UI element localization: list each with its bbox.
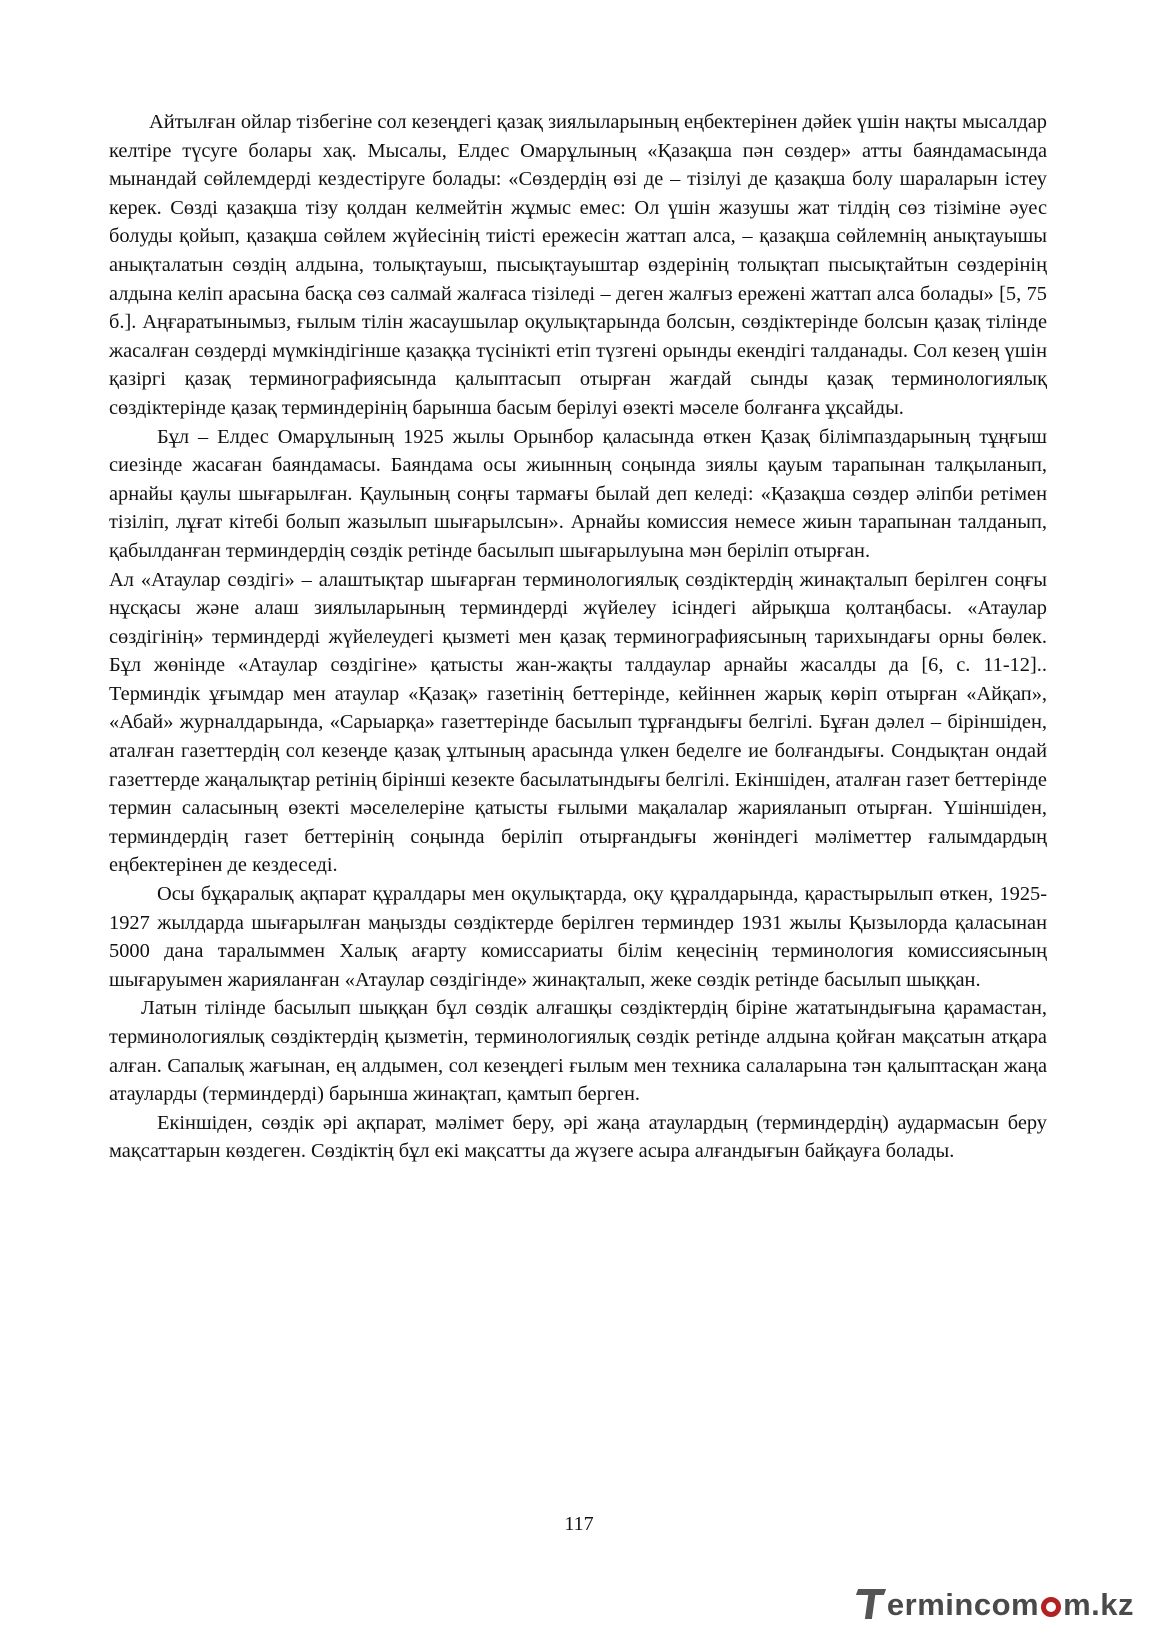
page-number: 117 <box>564 1513 594 1535</box>
watermark-text-left: ermincom <box>886 1587 1040 1622</box>
paragraph-3: Ал «Атаулар сөздігі» – алаштықтар шығарған терминологиялық сөздіктердің жинақталып берілген соңғы нұсқасы және алаш зиялыларының терминдерді жүйелеу ісіндегі айрықша қолтаңбасы. «Атаулар сөздігінің» терминдерді жүйелеудегі қызметі мен қазақ терминографиясының тарихындағы орны бөлек. Бұл жөнінде «Атаулар сөздігіне» қатысты жан-жақты талдаулар арнайы жасалды да [6, с. 11-12].. Терминдік ұғымдар мен атаулар «Қазақ» газетінің беттерінде, кейіннен жарық көріп отырған «Айқап», «Абай» журналдарында, «Сарыарқа» газеттерінде басылып тұрғандығы белгілі. Бұған дәлел – біріншіден, аталған газеттердің сол кезеңде қазақ ұлтының арасында үлкен беделге ие болғандығы. Сондықтан ондай газеттерде жаңалықтар ретінің бірінші кезекте басылатындығы белгілі. Екіншіден, аталған газет беттерінде термин саласының өзекті мәселелеріне қатысты ғылыми мақалалар жарияланып отырған. Үшіншіден, терминдердің газет беттерінің соңында беріліп отырғандығы жөніндегі мәліметтер ғалымдардың еңбектерінен де кездеседі. <box>109 568 1047 877</box>
termincom-watermark <box>857 1585 1134 1625</box>
paragraph-1: Айтылған ойлар тізбегіне сол кезеңдегі қазақ зиялыларының еңбектерінен дәйек үшін нақты мысалдар келтіре түсуге болары хақ. Мысалы, Елдес Омарұлының «Қазақша пән сөздер» атты баяндамасында мынандай сөйлемдерді кездестіруге болады: «Сөздердің өзі де – тізілуі де қазақша болу шараларын істеу керек. Сөзді қазақша тізу қолдан келмейтін жұмыс емес: Ол үшін жазушы жат тілдің сөз тізіміне әуес болуды қойып, қазақша сөйлем жүйесінің тиісті ережесін жаттап алса, – қазақша сөйлемнің анықтауышы анықталатын сөздің алдына, толықтауыш, пысықтауыштар өздерінің толықтап пысықтайтын сөздерінің алдына келіп арасына басқа сөз салмай жалғаса тізіледі – деген жалғыз ережені жаттап алса болады» [5, 75 б.]. Аңғаратынымыз, ғылым тілін жасаушылар оқулықтарында болсын, сөздіктерінде болсын қазақ тілінде жасалған сөздерді мүмкіндігінше қазаққа түсінікті етіп түзгені орынды екендігі талданады. Сол кезең үшін қазіргі қазақ терминографиясында қалыптасып отырған жағдай сынды қазақ терминологиялық сөздіктерінде қазақ терминдерінің барынша басым берілуі өзекті мәселе болғанға ұқсайды. <box>109 111 1047 419</box>
logo-ring-icon <box>1041 1597 1061 1617</box>
watermark-text-right: m.kz <box>1063 1587 1134 1622</box>
paragraph-2: Бұл – Елдес Омарұлының 1925 жылы Орынбор қаласында өткен Қазақ білімпаздарының тұңғыш сиезінде жасаған баяндамасы. Баяндама осы жиынның соңында зиялы қауым тарапынан талқыланып, арнайы қаулы шығарылған. Қаулының соңғы тармағы былай деп келеді: «Қазақша сөздер әліпби ретімен тізіліп, лұғат кітебі болып жазылып шығарылсын». Арнайы комиссия немесе жиын тарапынан талданып, қабылданған терминдердің сөздік ретінде басылып шығарылуына мән беріліп отырған. <box>109 425 1047 562</box>
paragraph-5: Латын тілінде басылып шыққан бұл сөздік алғашқы сөздіктердің біріне жататындығына қарамастан, терминологиялық сөздіктердің қызметін, терминологиялық сөздік ретінде алдына қойған мақсатын атқара алған. Сапалық жағынан, ең алдымен, сол кезеңдегі ғылым мен техника салаларына тән қалыптасқан жаңа атауларды (терминдерді) барынша жинақтап, қамтып берген. <box>109 997 1047 1106</box>
paragraph-4: Осы бұқаралық ақпарат құралдары мен оқулықтарда, оқу құралдарында, қарастырылып өткен, 1925-1927 жылдарда шығарылған маңызды сөздіктерде берілген терминдер 1931 жылы Қызылорда қаласынан 5000 дана таралыммен Халық ағарту комиссариаты білім кеңесінің терминология комиссиясының шығаруымен жарияланған «Атаулар сөздігінде» жинақталып, жеке сөздік ретінде басылып шыққан. <box>109 883 1047 991</box>
termincom-logo-icon <box>857 1587 887 1623</box>
document-page <box>109 108 1047 1166</box>
paragraph-6: Екіншіден, сөздік әрі ақпарат, мәлімет беру, әрі жаңа атаулардың (терминдердің) аудармасын беру мақсаттарын көздеген. Сөздіктің бұл екі мақсатты да жүзеге асыра алғандығын байқауға болады. <box>109 1111 1047 1163</box>
